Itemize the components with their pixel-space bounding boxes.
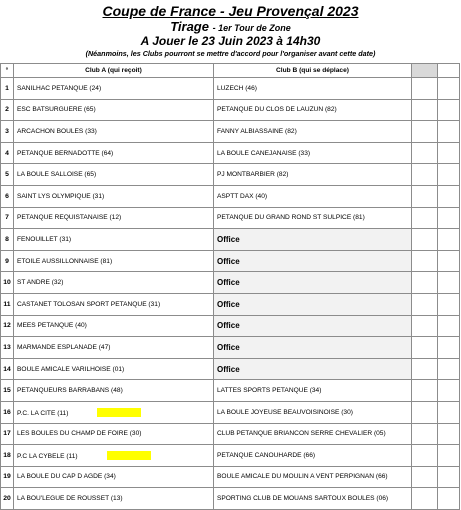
club-a-cell [14,423,214,445]
club-a-name: SANILHAC PETANQUE (24) [17,84,102,92]
match-number: 3 [1,121,14,143]
score-a-header [412,64,438,78]
match-number: 4 [1,142,14,164]
club-a-cell [14,207,214,229]
score-a-cell [412,337,438,359]
club-b-cell: Office [214,272,412,294]
score-a-cell [412,272,438,294]
score-a-cell [412,99,438,121]
score-a-cell [412,401,438,423]
club-a-name: ESC BATSURGUERE (65) [17,106,96,114]
tour-label: - 1er Tour de Zone [212,23,291,33]
score-b-cell [438,207,460,229]
club-a-cell [14,250,214,272]
club-a-cell [14,164,214,186]
table-row [1,164,460,186]
score-b-cell [438,121,460,143]
score-b-cell [438,185,460,207]
table-row [1,78,460,100]
score-b-header [438,64,460,78]
club-a-cell [14,229,214,251]
score-a-cell [412,207,438,229]
club-b-cell: PJ MONTBARBIER (82) [214,164,412,186]
score-b-cell [438,250,460,272]
match-number: 17 [1,423,14,445]
club-b-cell: Office [214,250,412,272]
club-b-cell: Office [214,229,412,251]
table-row [1,99,460,121]
date-line: A Jouer le 23 Juin 2023 à 14h30 [140,34,321,48]
table-row [1,401,460,423]
table-row [1,315,460,337]
club-b-cell: LA BOULE CANEJANAISE (33) [214,142,412,164]
club-b-cell: PETANQUE DU CLOS DE LAUZUN (82) [214,99,412,121]
club-a-cell [14,78,214,100]
match-number: 13 [1,337,14,359]
match-number: 19 [1,466,14,488]
club-b-cell: Office [214,358,412,380]
score-b-cell [438,488,460,510]
table-row [1,445,460,467]
club-b-cell: PETANQUE DU GRAND ROND ST SULPICE (81) [214,207,412,229]
score-b-cell [438,423,460,445]
score-a-cell [412,142,438,164]
club-b-cell: BOULE AMICALE DU MOULIN A VENT PERPIGNAN (66) [214,466,412,488]
table-row [1,488,460,510]
club-b-cell: CLUB PETANQUE BRIANCON SERRE CHEVALIER (05) [214,423,412,445]
tirage-label: Tirage [170,19,209,34]
score-b-cell [438,401,460,423]
score-b-cell [438,466,460,488]
club-a-name: ST ANDRE (32) [17,279,64,287]
club-a-cell [14,315,214,337]
table-row [1,272,460,294]
club-a-name: PETANQUE BERNADOTTE (64) [17,149,114,157]
match-number: 2 [1,99,14,121]
table-row [1,358,460,380]
score-b-cell [438,380,460,402]
match-number: 6 [1,185,14,207]
club-a-cell [14,358,214,380]
club-b-cell: Office [214,293,412,315]
table-row [1,185,460,207]
score-a-cell [412,250,438,272]
club-a-name: ETOILE AUSSILLONNAISE (81) [17,257,113,265]
club-a-name: LA BOU'LEGUE DE ROUSSET (13) [17,495,123,503]
score-b-cell [438,445,460,467]
table-row [1,121,460,143]
page-title: Coupe de France - Jeu Provençal 2023 [102,3,359,19]
match-number: 8 [1,229,14,251]
club-a-cell [14,185,214,207]
club-a-cell [14,337,214,359]
club-a-name: MEES PETANQUE (40) [17,322,87,330]
col-club-a-header: Club A (qui reçoit) [14,64,214,78]
match-number: 9 [1,250,14,272]
score-b-cell [438,337,460,359]
club-a-cell [14,380,214,402]
score-a-cell [412,358,438,380]
club-b-cell: LA BOULE JOYEUSE BEAUVOISINOISE (30) [214,401,412,423]
table-row [1,142,460,164]
club-b-cell: LATTES SPORTS PETANQUE (34) [214,380,412,402]
score-b-cell [438,272,460,294]
score-b-cell [438,99,460,121]
club-a-name: LES BOULES DU CHAMP DE FOIRE (30) [17,430,142,438]
match-number: 18 [1,445,14,467]
club-a-name: P.C LA CYBELE (11) [17,452,78,460]
highlight-mark [97,408,141,417]
table-row [1,293,460,315]
table-row [1,207,460,229]
club-a-cell [14,445,214,467]
subtitle [0,19,461,34]
table-row [1,250,460,272]
club-a-name: LA BOULE SALLOISE (65) [17,171,97,179]
col-club-b-header: Club B (qui se déplace) [214,64,412,78]
club-a-name: PETANQUEURS BARRABANS (48) [17,387,123,395]
club-a-name: SAINT LYS OLYMPIQUE (31) [17,192,105,200]
club-a-cell [14,293,214,315]
club-b-cell: Office [214,337,412,359]
draw-table [0,63,460,510]
score-b-cell [438,142,460,164]
score-a-cell [412,78,438,100]
club-a-name: CASTANET TOLOSAN SPORT PETANQUE (31) [17,300,161,308]
match-number: 5 [1,164,14,186]
score-b-cell [438,293,460,315]
col-number-header: ° [1,64,14,78]
score-a-cell [412,380,438,402]
highlight-mark [107,451,151,460]
match-number: 14 [1,358,14,380]
club-a-cell [14,401,214,423]
club-b-cell: SPORTING CLUB DE MOUANS SARTOUX BOULES (06) [214,488,412,510]
table-row [1,380,460,402]
club-a-name: ARCACHON BOULES (33) [17,127,97,135]
club-a-name: LA BOULE DU CAP D AGDE (34) [17,473,116,481]
table-row [1,229,460,251]
score-a-cell [412,488,438,510]
club-a-name: MARMANDE ESPLANADE (47) [17,343,111,351]
table-row [1,423,460,445]
score-a-cell [412,121,438,143]
club-b-cell: Office [214,315,412,337]
score-a-cell [412,164,438,186]
club-a-cell [14,466,214,488]
match-number: 15 [1,380,14,402]
club-b-cell: PETANQUE CANOUHARDE (66) [214,445,412,467]
club-a-name: BOULE AMICALE VARILHOISE (01) [17,365,125,373]
match-number: 7 [1,207,14,229]
club-a-cell [14,272,214,294]
club-b-cell: LUZECH (46) [214,78,412,100]
score-b-cell [438,164,460,186]
score-a-cell [412,315,438,337]
club-a-name: PETANQUE REQUISTANAISE (12) [17,214,122,222]
match-number: 16 [1,401,14,423]
match-number: 11 [1,293,14,315]
score-a-cell [412,466,438,488]
club-b-cell: ASPTT DAX (40) [214,185,412,207]
table-row [1,466,460,488]
match-number: 10 [1,272,14,294]
score-b-cell [438,315,460,337]
club-a-name: FENOUILLET (31) [17,235,72,243]
match-number: 12 [1,315,14,337]
score-b-cell [438,358,460,380]
club-b-cell: FANNY ALBIASSAINE (82) [214,121,412,143]
club-a-cell [14,488,214,510]
score-a-cell [412,185,438,207]
score-a-cell [412,293,438,315]
table-row [1,337,460,359]
score-a-cell [412,229,438,251]
club-a-cell [14,142,214,164]
score-a-cell [412,423,438,445]
score-b-cell [438,229,460,251]
match-number: 20 [1,488,14,510]
club-a-cell [14,121,214,143]
table-header-row [1,64,460,78]
score-b-cell [438,78,460,100]
club-a-cell [14,99,214,121]
note-line: (Néanmoins, les Clubs pourront se mettre d'accord pour l'organiser avant cette date) [85,49,376,58]
match-number: 1 [1,78,14,100]
club-a-name: P.C. LA CITE (11) [17,409,69,417]
score-a-cell [412,445,438,467]
